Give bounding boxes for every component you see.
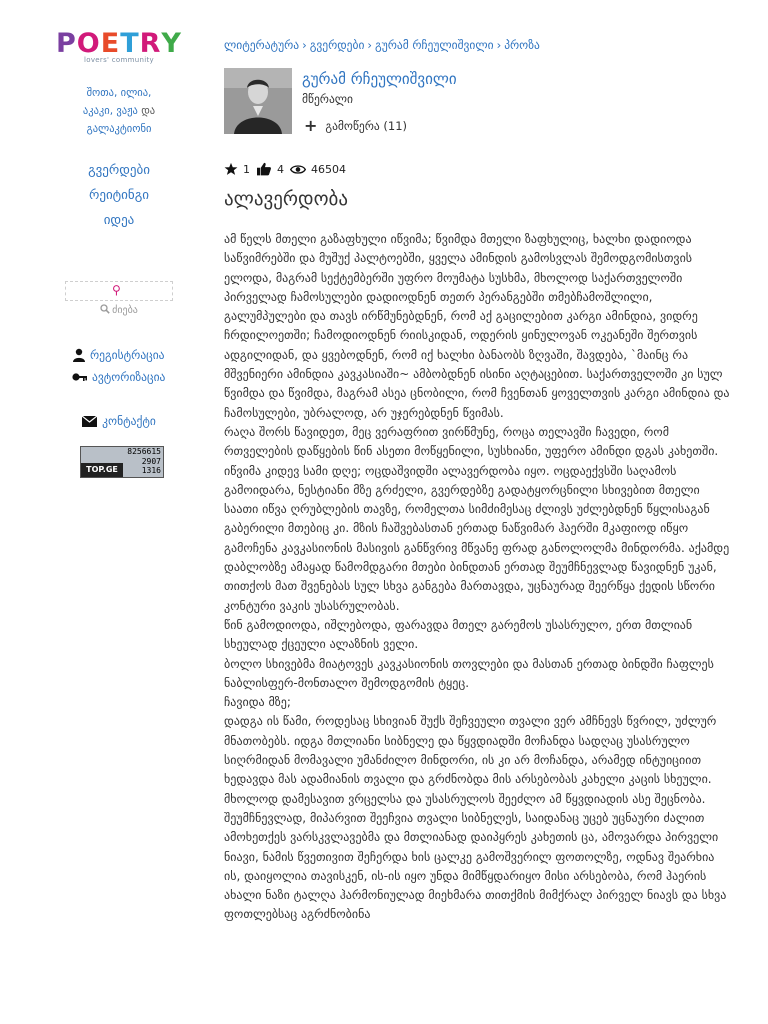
breadcrumb	[224, 30, 744, 60]
breadcrumb-separator: ›	[302, 38, 307, 52]
login-label[interactable]: ავტორიზაცია	[92, 370, 166, 384]
breadcrumb-item[interactable]: გვერდები	[309, 38, 365, 52]
logo-letter: P	[56, 28, 77, 59]
like-count[interactable]	[256, 162, 284, 176]
sidebar	[52, 30, 186, 478]
nav-pages[interactable]: გვერდები	[88, 163, 150, 178]
user-icon	[72, 348, 86, 362]
subscribe-button[interactable]	[304, 116, 407, 135]
author-name[interactable]: გურამ რჩეულიშვილი	[302, 70, 457, 88]
view-count	[290, 163, 346, 176]
key-icon	[72, 372, 88, 382]
search-icon	[100, 304, 110, 314]
star-count[interactable]	[224, 162, 250, 176]
plus-icon: +	[304, 116, 318, 135]
nav-rating[interactable]: რეიტინგი	[89, 188, 149, 203]
search-label: ძიება	[112, 305, 138, 316]
poem-title: ალავერდობა	[224, 188, 348, 210]
nav-idea[interactable]: იდეა	[103, 213, 135, 228]
sidebar-nav	[52, 158, 186, 233]
portrait-image	[224, 68, 292, 134]
main-content	[224, 30, 744, 925]
contact-link[interactable]	[52, 414, 186, 428]
logo-subtitle: lovers' community	[84, 56, 154, 64]
counter-value: 1316	[141, 466, 161, 475]
login-link[interactable]	[72, 366, 186, 388]
auth-links	[52, 344, 186, 388]
author-role: მწერალი	[302, 92, 353, 106]
view-count-value: 46504	[311, 162, 346, 176]
search-button[interactable]	[52, 304, 186, 316]
register-label[interactable]: რეგისტრაცია	[90, 348, 165, 362]
search-mark-icon: ⚲	[112, 283, 121, 297]
tagline-line: გალაკტიონი	[86, 123, 152, 135]
top-ge-counter[interactable]	[80, 446, 164, 478]
tagline-part: აკაკი, ვაჟა	[82, 105, 138, 117]
tagline-line	[52, 102, 186, 120]
logo-letter: O	[76, 28, 101, 59]
poem-text: ამ წელს მთელი გაზაფხული იწვიმა; წვიმდა მთელი ზაფხულიც, ხალხი დადიოდა საწვიმრებში და მუშუქ პალტოებში, ყველა ამინდის გამოსვლას შემოდგომისთვის ელოდა, მაგრამ სექტემბერში უფრო მოუმატა სუსხმა, მხოლოდ საქართველოში პირველად ჩამოსულები დადიოდნენ თეთრ პერანგებში თმებჩამოშლილი, გალუმპულები და თავს ირწმუნებდნენ, რომ აქ გაცილებით კარგი ამინდია, ვიდრე ჩრდილოეთში; ჩამოდიოდნენ რიისკიდან, ოდერის ყინულოვან ოკეანეში შერთვის ადგილიდან, და ყვებოდნენ, რომ იქ ხალხი ბანაობს ზღვაში, შავდება, `მაინც რა მშვენიერი ამინდია კავკასიაში~ ამბობდნენ ისინი აღტაცებით. საქართველოში კი სულ წვიმდა და წვიმდა, მაგრამ ასეა ცნობილი, რომ ჩვენთან ყოველთვის კარგი ამინდია და ჩამოსულები, უბრალოდ, არ უჯერებდნენ წვიმას. რაღა შორს წავიდეთ, მეც ვერაფრით ვირწმუნე, როცა თელავში ჩავედი, რომ რთველების დაწყების წინ ასეთი მოწყენილი, სუსხიანი, უფერო ამინდი დგას კახეთში. იწვიმა კიდევ სამი დღე; ოცდაშვიდში ალავერდობა იყო. ოცდაექვსში საღამოს გამოიდარა, ნესტიანი მზე გრძელი, გვერდებზე გადატყორცნილი სხივებით მთელი საათი იწვა ღრუბლების თავზე, რომელთა სიმძიმესაც ძლივს უძლებდნენ წყლისაგან გაბერილი მთებიც კი. მზის ჩაშვებასთან ერთად ნაწვიმარ ჰაერში მკაფიოდ იწყო გამოჩენა კავკასიონის მასივის განწვრივ მწვანე ფრად განოლოლმა მინდორმა. აქამდე დაბლობზე ამაყად წამომდგარი მთები ბინდთან ერთად შეუმჩნევლად წავიდნენ უკან, თითქოს მათ შვენებას სულ სხვა განგება მართავდა, უცნაურად შეერწყა ქედის სწორი კონტური ვაკის უსასრულობას. წინ გამოდიოდა, იშლებოდა, ფარავდა მთელ გარემოს უსასრულო, ერთ მთლიან სხეულად ქცეული ალაზნის ველი. ბოლო სხივებმა მიატოვეს კავკასიონის თოვლები და მასთან ერთად ბინდში ჩაფლეს ნაბლისფერ-მონთალო შემოდგომის ტყეც. ჩავიდა მზე; დადგა ის წამი, როდესაც სხივიან შუქს შეჩვეული თვალი ვერ ამჩნევს წვრილ, უძლურ მნათობებს. იდგა მთლიანი სიბნელე და წყვდიადში მოჩანდა სადღაც უსასრულო სიღრმიდან მომავალი უმანძილო მინდორი, ის კი არ მოჩანდა, არამედ ინტუიციით ხედავდა მას ადამიანის თვალი და გრძნობდა მის არსებობას კახელი კაცის სხეული. მხოლოდ დამესავით ვრცელსა და უსასრულოს შეეძლო ამ წყვდიადის ასე შეცნობა. შეუმჩნევლად, მიპარვით შეეჩვია თვალი სიბნელეს, საიდანაც უცებ უცნაური ძალით ამოხეთქეს ვარსკვლავებმა და მთლიანად დაიპყრეს კახეთის ცა, ამოვარდა პირველი ნიავი, ნამის წვეთივით შეჩერდა ხის ცალკე გამოშვერილ ფოთოლზე, ოდნავ შეარხია ის, დაიყოლია თავისკენ, ის-ის იყო უნდა მიმწყდარიყო მისი არსებობა, რომ ჰაერის ახალი ნაზი ტალღა ჰარმონიულად მიეხმარა თითქმის მიმქრალ პირველ ნიავს და სხვა ფოთლებსაც აგრძნობინა	[224, 232, 730, 922]
tagline-line: შოთა, ილია,	[86, 87, 152, 99]
eye-icon	[290, 164, 306, 175]
breadcrumb-separator: ›	[367, 38, 373, 52]
breadcrumb-item[interactable]: პროზა	[504, 38, 540, 52]
counter-value: 8256615	[127, 447, 161, 456]
logo-letter: Y	[161, 28, 182, 59]
counter-value: 2907	[141, 457, 161, 466]
star-count-value: 1	[243, 162, 250, 176]
site-tagline	[52, 84, 186, 138]
breadcrumb-item[interactable]: ლიტერატურა	[224, 38, 300, 52]
poem-stats	[224, 162, 744, 176]
search-input[interactable]	[65, 281, 173, 301]
register-link[interactable]	[72, 344, 186, 366]
thumbs-up-icon	[256, 162, 272, 176]
site-logo[interactable]	[52, 30, 186, 58]
tagline-part: და	[141, 105, 156, 117]
subscribe-label: გამოწერა (11)	[325, 118, 408, 133]
author-photo[interactable]	[224, 68, 292, 134]
like-count-value: 4	[277, 162, 284, 176]
logo-letter: T	[120, 28, 140, 59]
contact-label[interactable]: კონტაქტი	[102, 414, 156, 428]
breadcrumb-item[interactable]: გურამ რჩეულიშვილი	[375, 38, 494, 52]
star-icon	[224, 162, 238, 176]
logo-letter: R	[139, 28, 162, 59]
envelope-icon	[82, 416, 97, 427]
breadcrumb-separator: ›	[496, 38, 502, 52]
author-card	[224, 68, 744, 138]
logo-letter: E	[100, 28, 121, 59]
counter-brand: TOP.GE	[81, 463, 123, 477]
